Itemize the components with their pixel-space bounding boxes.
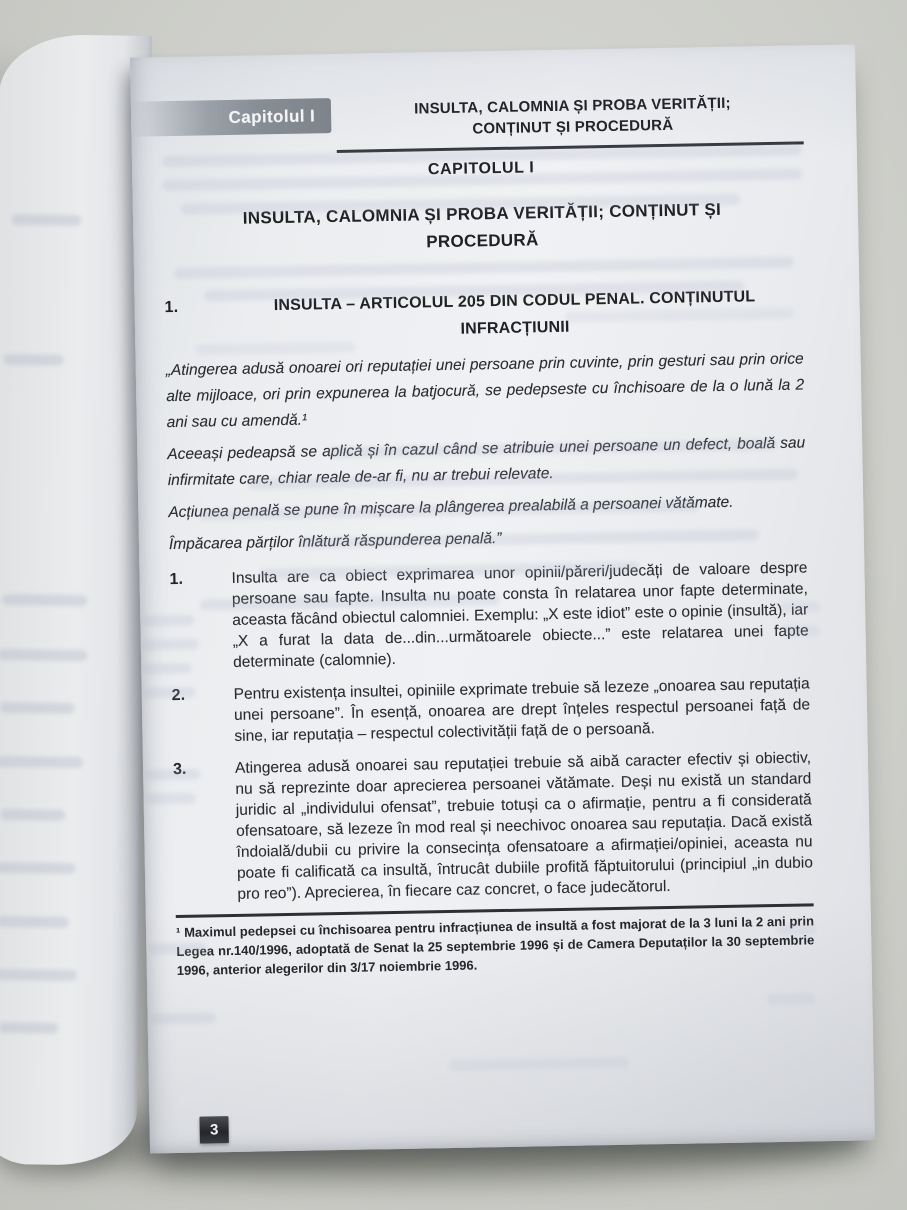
running-title-line: CONȚINUT ȘI PROCEDURĂ [472, 116, 674, 138]
ghost-text-line [0, 649, 87, 661]
page-title-line: INSULTA, CALOMNIA ȘI PROBA VERITĂȚII; CONȚINUT ȘI [242, 199, 722, 228]
ghost-text-line [145, 769, 200, 781]
ghost-text-line [0, 969, 77, 981]
list-item-number: 2. [171, 686, 186, 705]
ghost-text-line [150, 1012, 216, 1024]
ghost-text-line [0, 756, 83, 768]
chapter-heading: CAPITOLUL I [427, 159, 535, 179]
ghost-text-line [148, 942, 206, 954]
section-heading-line: INSULTA – ARTICOLUL 205 DIN CODUL PENAL. CONȚINUTUL [273, 288, 756, 315]
facing-page-edge [0, 34, 152, 1166]
chapter-tab-label: Capitolul I [228, 106, 316, 127]
section-heading-line: INFRACȚIUNII [460, 318, 570, 338]
ghost-text-line [195, 342, 355, 356]
page-header [130, 44, 857, 160]
list-item [173, 747, 814, 906]
ghost-text-line [143, 639, 199, 651]
ghost-text-line [448, 1057, 628, 1071]
ghost-text-line [11, 214, 81, 226]
ghost-text-line [0, 809, 65, 821]
section-number: 1. [164, 298, 179, 317]
list-item-text: Atingerea adusă onoarei sau reputației trebuie să aibă caracter efectiv și obiectiv, nu să reprezinte doar aprecierea persoanei vătămate. Deși nu există un standard juridic al „individului ofensat”, trebuie totuși ca o afirmație, pentru a fi considerată ofensatoare, să lezeze în mod real și neechivoc onoarea sau reputația. Dacă există îndoială/dubii cu privire la consecința ofensatoare a afirmației/opiniei, aceasta nu poate fi calificată ca insultă, întrucât dubiile profită făptuitorului (principiul „in dubio pro reo”). Aprecierea, în fiecare caz concret, o face judecătorul. [234, 749, 814, 903]
ghost-text-line [2, 594, 87, 606]
running-title [336, 91, 810, 142]
page-number-badge [199, 1116, 228, 1144]
ghost-text-line [767, 993, 815, 1005]
ghost-text-line [0, 862, 75, 874]
ghost-text-line [0, 1022, 58, 1034]
ghost-text-line [780, 601, 820, 613]
list-item-number: 3. [172, 760, 187, 779]
running-title-line: INSULTA, CALOMNIA ȘI PROBA VERITĂȚII; [414, 94, 731, 118]
chapter-tab [131, 98, 332, 137]
footnote: ¹ Maximul pedepsei cu închisoarea pentru infracțiunea de insultă a fost majorat de la 3 luni la 2 ani prin Legea nr.140/1996, adoptată de Senat la 25 septembrie 1996 și de Camera Deputaților la 30 septembrie 1996, anterior alegerilor din 3/17 noiembrie 1996. [175, 913, 815, 979]
ghost-text-line [781, 625, 821, 637]
ghost-text-line [0, 702, 75, 714]
ghost-text-line [146, 793, 196, 805]
ghost-text-line [143, 663, 191, 675]
list-item-text: Pentru existența insultei, opiniile exprimate trebuie să lezeze „onoarea sau reputația unei persoane”. În esență, onoarea are drept înțeles respectul persoanei față de sine, iar reputația – respectul colectivității față de o persoană. [233, 675, 811, 745]
ghost-text-line [142, 615, 194, 627]
list-item-text: Insulta are ca obiect exprimarea unor opinii/păreri/judecăți de valoare despre persoane sau fapte. Insulta nu poate consta în relatarea unor fapte determinate, aceasta făcând obiectul calomniei. Exemplu: „X este idiot” este o opinie (insultă), iar „X a furat la data de...din...următoarele obiecte...” este relatarea unei fapte determinate (calomnie). [231, 559, 809, 671]
quote-paragraph: Împăcarea părților înlătură răspunderea penală.” [168, 530, 502, 554]
ghost-text-line [3, 354, 63, 366]
book-page [130, 44, 875, 1153]
page-title-line: PROCEDURĂ [426, 230, 539, 252]
ghost-text-line [0, 916, 69, 928]
ghost-text-line [174, 257, 794, 279]
quote-paragraph: „Atingerea adusă onoarei ori reputației unei persoane prin cuvinte, prin gesturi sau prin orice alte mijloace, ori prin expunerea la batjocură, se pedepseste cu închisoare de la o lună la 2 ani sau cu amendă.¹ [165, 350, 805, 432]
ghost-text-line [144, 687, 196, 699]
list-item [172, 673, 811, 748]
ghost-text-line [765, 763, 809, 775]
quote-paragraph: Acțiunea penală se pune în mișcare la plângerea prealabilă a persoanei vătămate. [168, 493, 734, 522]
quote-paragraph: Aceeași pedeapsă se aplică și în cazul când se atribuie unei persoane un defect, boală sau infirmitate care, chiar reale de-ar fi, nu ar trebui relevate. [167, 434, 806, 490]
list-item-number: 1. [169, 570, 184, 589]
commentary-list [169, 557, 813, 906]
ghost-text-line [776, 923, 816, 935]
page-number: 3 [209, 1121, 219, 1139]
